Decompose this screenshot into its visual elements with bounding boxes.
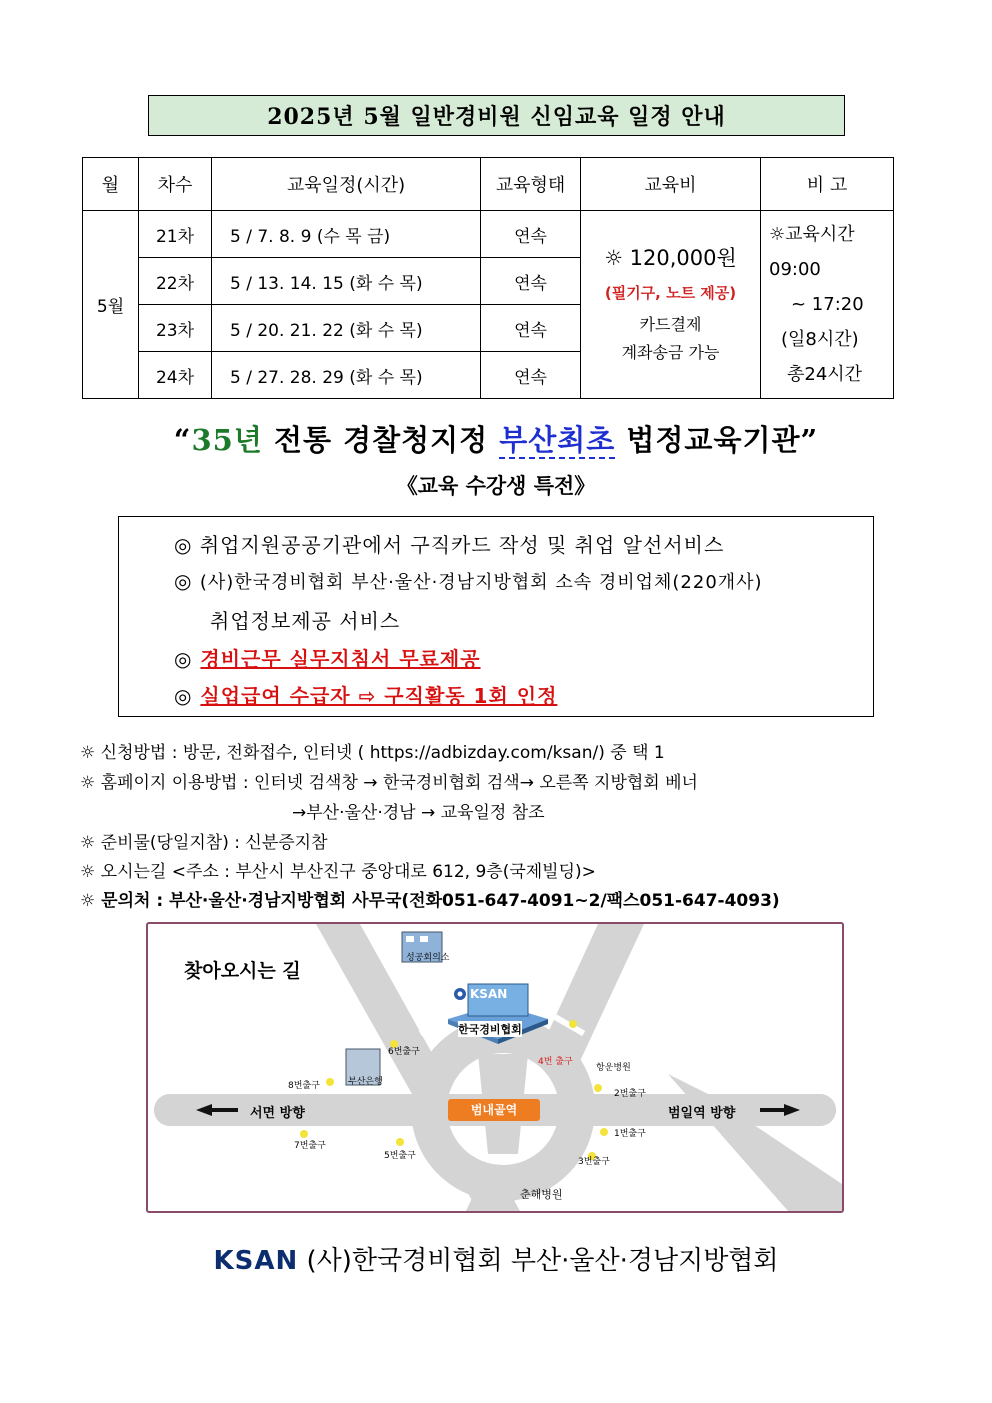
footer-logo: KSAN [213, 1246, 299, 1276]
footer [0, 1240, 992, 1277]
map-left-direction: 서면 방향 [250, 1106, 305, 1121]
month-cell: 5월 [83, 211, 139, 399]
map-exit-1: 1번출구 [614, 1129, 646, 1139]
benefit-item [174, 529, 724, 558]
benefit-text: 실업급여 수급자 ⇨ 구직활동 1회 인정 [200, 684, 558, 708]
remark-line: (일8시간) [781, 329, 859, 350]
map-exit-5: 5번출구 [384, 1151, 416, 1161]
round-cell: 24차 [139, 352, 212, 399]
map-hospital-top: 항운병원 [596, 1063, 631, 1073]
benefits-box [118, 516, 874, 717]
map-right-direction: 범일역 방향 [668, 1106, 736, 1121]
col-header-remark: 비 고 [761, 158, 894, 211]
benefit-text: 경비근무 실무지침서 무료제공 [200, 647, 481, 671]
map-exit-6: 6번출구 [388, 1047, 420, 1057]
type-cell: 연속 [481, 258, 581, 305]
remark-line: ☼교육시간 [769, 224, 855, 245]
benefit-item [174, 680, 557, 709]
bullet-icon: ◎ [174, 684, 193, 708]
remark-cell [761, 211, 894, 399]
right-arrow-shaft [760, 1108, 786, 1112]
footer-org: (사)한국경비협회 부산·울산·경남지방협회 [306, 1246, 779, 1276]
type-cell: 연속 [481, 211, 581, 258]
col-header-schedule: 교육일정(시간) [212, 158, 481, 211]
map-ksan-logo: KSAN [470, 987, 508, 1001]
headline-open-quote: “ [173, 423, 192, 457]
map-exit-4: 4번 출구 [538, 1057, 573, 1067]
headline-middle: 전통 경찰청지정 [262, 423, 500, 457]
benefit-text: (사)한국경비협회 부산·울산·경남지방협회 소속 경비업체(220개사) [199, 572, 763, 593]
info-contact: ☼ 문의처 : 부산·울산·경남지방협회 사무국(전화051-647-4091~2/팩스051-647-4093) [80, 891, 780, 911]
schedule-table [82, 157, 894, 399]
round-cell: 23차 [139, 305, 212, 352]
bullet-icon: ◎ [174, 569, 193, 593]
left-arrow-shaft [210, 1108, 238, 1112]
col-header-fee: 교육비 [581, 158, 761, 211]
remark-line: ~ 17:20 [791, 294, 864, 315]
round-cell: 22차 [139, 258, 212, 305]
benefit-text: 취업지원공공기관에서 구직카드 작성 및 취업 알선서비스 [199, 533, 725, 557]
type-cell: 연속 [481, 305, 581, 352]
map-exit-7: 7번출구 [294, 1141, 326, 1151]
benefit-text: 취업정보제공 서비스 [210, 609, 401, 633]
type-cell: 연속 [481, 352, 581, 399]
info-apply: ☼ 신청방법 : 방문, 전화접수, 인터넷 ( https://adbizday.com/ksan/) 중 택 1 [80, 743, 665, 763]
info-prepare: ☼ 준비물(당일지참) : 신분증지참 [80, 833, 328, 853]
map-hospital-bottom: 춘해병원 [520, 1188, 563, 1201]
map-station: 범내골역 [470, 1103, 518, 1117]
map-exit-8: 8번출구 [288, 1081, 320, 1091]
benefit-item [174, 568, 763, 594]
location-map [146, 922, 844, 1213]
headline-highlight: 부산최초 [499, 423, 616, 457]
fee-note: (필기구, 노트 제공) [604, 284, 737, 302]
remark-line: 09:00 [769, 259, 821, 280]
map-ksan-label: 한국경비협회 [458, 1023, 522, 1036]
remark-line: 총24시간 [787, 364, 863, 385]
schedule-cell: 5 / 20. 21. 22 (화 수 목) [212, 305, 481, 352]
col-header-type: 교육형태 [481, 158, 581, 211]
info-address: ☼ 오시는길 <주소 : 부산시 부산진구 중앙대로 612, 9층(국제빌딩)> [80, 862, 596, 882]
map-exit-2: 2번출구 [614, 1089, 646, 1099]
info-homepage: ☼ 홈페이지 이용방법 : 인터넷 검색창 → 한국경비협회 검색→ 오른쪽 지방협회 베너 [80, 773, 698, 793]
headline-years: 35년 [191, 423, 263, 457]
headline-end: 법정교육기관” [615, 423, 819, 457]
fee-transfer: 계좌송금 가능 [621, 343, 720, 362]
map-building-top: 성공회의소 [406, 953, 450, 963]
map-bank: 부산은행 [348, 1077, 383, 1087]
schedule-cell: 5 / 7. 8. 9 (수 목 금) [212, 211, 481, 258]
page-title: 2025년 5월 일반경비원 신임교육 일정 안내 [148, 95, 845, 136]
benefit-item [174, 643, 481, 672]
table-row [83, 211, 894, 258]
benefits-subtitle: 《교육 수강생 특전》 [396, 474, 596, 498]
bullet-icon: ◎ [174, 647, 193, 671]
schedule-cell: 5 / 13. 14. 15 (화 수 목) [212, 258, 481, 305]
schedule-cell: 5 / 27. 28. 29 (화 수 목) [212, 352, 481, 399]
info-homepage-cont: →부산·울산·경남 → 교육일정 참조 [292, 803, 545, 823]
table-header-row [83, 158, 894, 211]
map-exit-3: 3번출구 [578, 1157, 610, 1167]
map-title: 찾아오시는 길 [184, 960, 301, 982]
round-cell: 21차 [139, 211, 212, 258]
col-header-round: 차수 [139, 158, 212, 211]
benefit-item [210, 605, 400, 634]
fee-amount: ☼ 120,000원 [604, 246, 737, 270]
col-header-month: 월 [83, 158, 139, 211]
bullet-icon: ◎ [174, 533, 193, 557]
headline [0, 418, 992, 459]
fee-card: 카드결제 [639, 315, 702, 334]
fee-cell [581, 211, 761, 399]
location-pin-icon [454, 988, 466, 1000]
